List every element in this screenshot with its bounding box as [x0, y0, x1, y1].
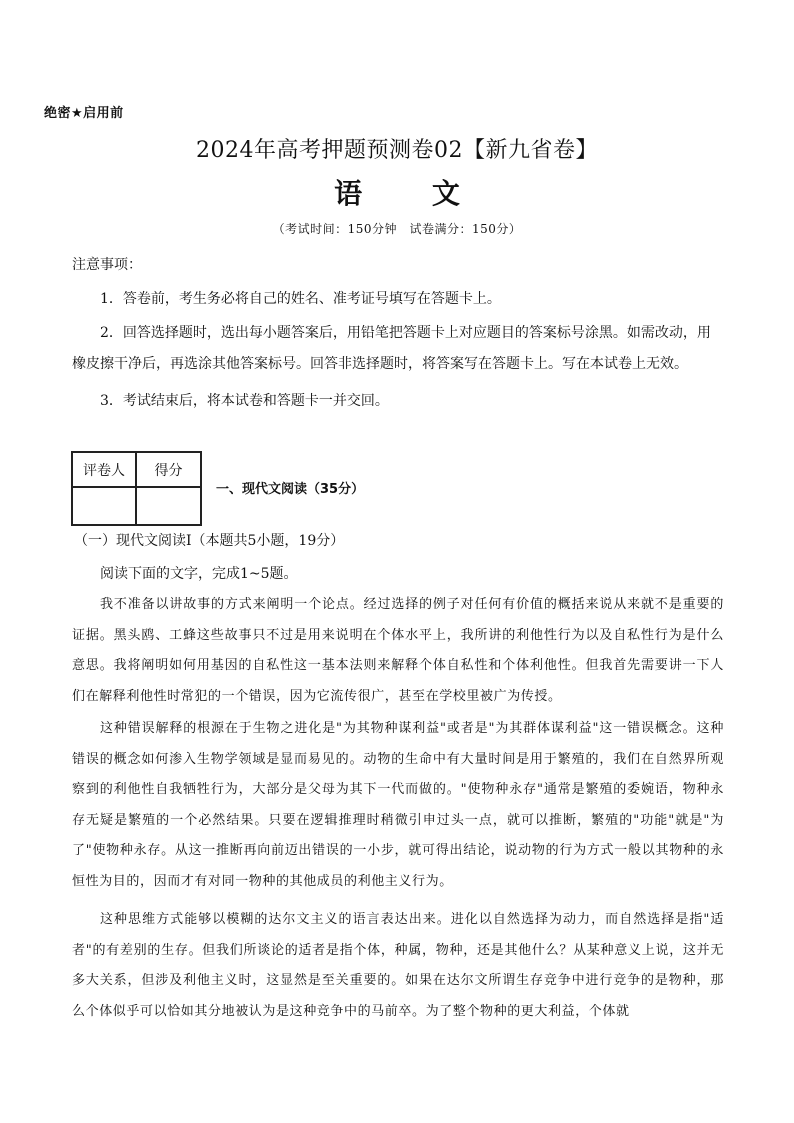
score-cell[interactable]	[136, 487, 201, 525]
passage-paragraph: 我不准备以讲故事的方式来阐明一个论点。经过选择的例子对任何有价值的概括来说从来就不是重要的证据。黑头鸥、工蜂这些故事只不过是用来说明在个体水平上，我所讲的利他性行为以及自私性行为是什么意思。我将阐明如何用基因的自私性这一基本法则来解释个体自私性和个体利他性。但我首先需要讲一下人们在解释利他性时常犯的一个错误，因为它流传很广，甚至在学校里被广为传授。	[72, 597, 724, 704]
exam-title: 2024年高考押题预测卷02【新九省卷】	[196, 138, 598, 163]
secret-label: 绝密★启用前	[44, 106, 124, 121]
notice-item-1: 1．答卷前，考生务必将自己的姓名、准考证号填写在答题卡上。	[100, 291, 501, 307]
grader-cell[interactable]	[72, 487, 136, 525]
score-header: 得分	[136, 452, 201, 487]
passage-paragraph: 这种错误解释的根源在于生物之进化是"为其物种谋利益"或者是"为其群体谋利益"这一错误概念。这种错误的概念如何渗入生物学领域是显而易见的。动物的生命中有大量时间是用于繁殖的，我们在自然界所观察到的利他性自我牺牲行为，大部分是父母为其下一代而做的。"使物种永存"通常是繁殖的委婉语，物种永存无疑是繁殖的一个必然结果。只要在逻辑推理时稍微引申过头一点，就可以推断，繁殖的"功能"就是"为了"使物种永存。从这一推断再向前迈出错误的一小步，就可得出结论，说动物的行为方式一般以其物种的永恒性为目的，因而才有对同一物种的其他成员的利他主义行为。	[72, 721, 724, 889]
grader-header: 评卷人	[72, 452, 136, 487]
section-heading: 一、现代文阅读（35分）	[216, 482, 365, 497]
notice-item-3: 3．考试结束后，将本试卷和答题卡一并交回。	[100, 393, 389, 409]
notice-heading: 注意事项：	[72, 257, 142, 273]
subject-title: 语 文	[334, 177, 490, 210]
score-table	[71, 451, 202, 526]
exam-meta: （考试时间：150分钟 试卷满分：150分）	[272, 222, 522, 236]
passage-paragraph: 这种思维方式能够以模糊的达尔文主义的语言表达出来。进化以自然选择为动力，而自然选择是指"适者"的有差别的生存。但我们所谈论的适者是指个体，种属，物种，还是其他什么？从某种意义上说，这并无多大关系，但涉及利他主义时，这显然是至关重要的。如果在达尔文所谓生存竞争中进行竞争的是物种，那么个体似乎可以恰如其分地被认为是这种竞争中的马前卒。为了整个物种的更大利益，个体就	[72, 912, 724, 1019]
notice-item-2: 2．回答选择题时，选出每小题答案后，用铅笔把答题卡上对应题目的答案标号涂黑。如需改动，用橡皮擦干净后，再选涂其他答案标号。回答非选择题时，将答案写在答题卡上。写在本试卷上无效。	[72, 325, 711, 372]
reading-instruction: 阅读下面的文字，完成1~5题。	[100, 566, 298, 582]
subsection-heading: （一）现代文阅读Ⅰ（本题共5小题，19分）	[74, 533, 345, 549]
